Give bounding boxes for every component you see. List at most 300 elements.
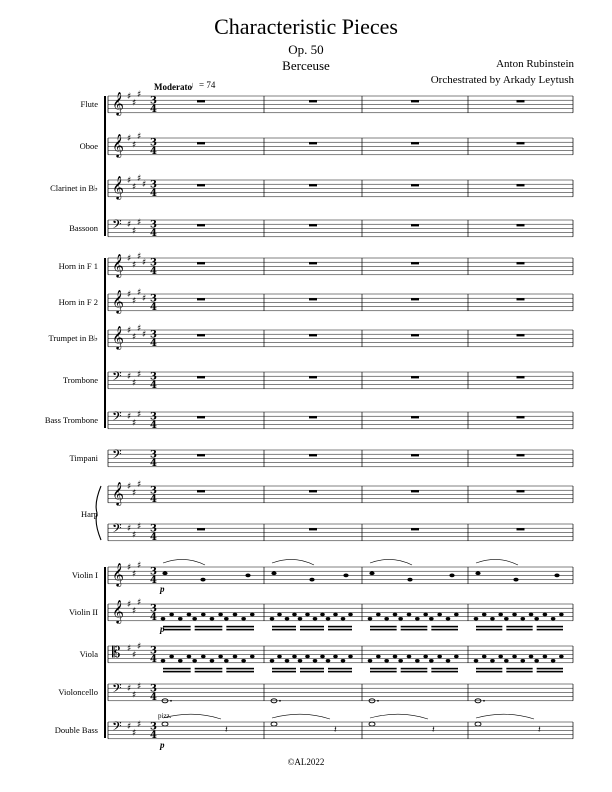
note-head	[407, 613, 412, 616]
beam	[272, 668, 296, 670]
note-head	[224, 659, 229, 662]
time-signature-denominator: 4	[150, 730, 157, 741]
sharp-icon: ♯	[132, 378, 137, 389]
note-head	[169, 613, 174, 616]
time-signature-denominator: 4	[150, 494, 157, 505]
time-signature-denominator: 4	[150, 338, 157, 349]
note-head	[490, 659, 495, 662]
note-head	[437, 613, 442, 616]
staff-violin-i	[108, 559, 573, 587]
whole-rest	[309, 528, 317, 530]
note-head	[298, 617, 303, 620]
beam	[272, 626, 296, 628]
sharp-icon: ♯	[132, 606, 137, 617]
time-signature-denominator: 4	[150, 692, 157, 703]
whole-rest	[411, 334, 419, 336]
time-signature-numerator: 3	[150, 683, 157, 695]
note-head	[348, 655, 353, 658]
whole-rest	[197, 142, 205, 144]
whole-rest	[517, 224, 525, 226]
slur	[272, 559, 314, 565]
note-head	[398, 659, 403, 662]
sharp-icon: ♯	[127, 254, 132, 264]
bass-clef-icon: 𝄢	[112, 369, 122, 387]
beam	[370, 668, 397, 670]
time-signature-numerator: 3	[150, 603, 157, 615]
sharp-icon: ♯	[142, 180, 147, 191]
note-head	[333, 613, 338, 616]
note-head	[313, 617, 318, 620]
note-head	[554, 574, 559, 578]
beam	[300, 626, 324, 628]
note-head	[475, 571, 480, 575]
whole-rest	[517, 262, 525, 264]
note-head	[543, 655, 548, 658]
note-head	[305, 655, 310, 658]
note-head	[292, 655, 297, 658]
beam	[328, 626, 352, 628]
note-head	[415, 617, 420, 620]
note-head	[277, 655, 282, 658]
time-signature-numerator: 3	[150, 645, 157, 657]
sharp-icon: ♯	[137, 720, 142, 731]
note-head	[504, 617, 509, 620]
note-head	[534, 659, 539, 662]
note-head	[224, 617, 229, 620]
slur	[370, 559, 412, 565]
sharp-icon: ♯	[132, 488, 137, 499]
note-head	[305, 613, 310, 616]
note-head	[210, 617, 215, 620]
staff-trumpet-in-b-	[108, 324, 573, 350]
beam	[370, 671, 397, 673]
note-head	[233, 655, 238, 658]
instrument-label: Bassoon	[69, 223, 98, 233]
beam	[370, 629, 397, 631]
time-signature-numerator: 3	[150, 566, 157, 578]
note-head	[343, 574, 348, 578]
augmentation-dot	[483, 700, 485, 702]
note-head	[369, 571, 374, 575]
whole-rest	[309, 184, 317, 186]
note-head	[423, 613, 428, 616]
time-signature-numerator: 3	[150, 721, 157, 733]
note-head	[187, 613, 192, 616]
beam	[272, 629, 296, 631]
beam	[328, 668, 352, 670]
sharp-icon: ♯	[132, 569, 137, 580]
half-note-head	[369, 722, 375, 726]
staff-bassoon	[108, 217, 573, 239]
sharp-icon: ♯	[142, 330, 147, 341]
staff-flute	[108, 90, 573, 116]
note-head	[454, 655, 459, 658]
beam	[300, 629, 324, 631]
whole-rest	[411, 490, 419, 492]
staff-harp	[108, 480, 573, 506]
sharp-icon: ♯	[132, 140, 137, 151]
sharp-icon: ♯	[142, 294, 147, 305]
note-head	[490, 617, 495, 620]
note-head	[474, 617, 479, 620]
beam	[537, 629, 563, 631]
beam	[226, 668, 254, 670]
beam	[401, 668, 428, 670]
whole-rest	[309, 224, 317, 226]
sharp-icon: ♯	[137, 370, 142, 381]
note-head	[326, 659, 331, 662]
whole-rest	[309, 100, 317, 102]
quarter-rest-icon: 𝄽	[334, 725, 337, 736]
instrument-label: Bass Trombone	[44, 415, 98, 425]
sharp-icon: ♯	[127, 134, 132, 144]
note-head	[320, 655, 325, 658]
sharp-icon: ♯	[137, 410, 142, 421]
time-signature-denominator: 4	[150, 420, 157, 431]
beam	[537, 626, 563, 628]
sharp-icon: ♯	[127, 684, 132, 695]
whole-rest	[197, 298, 205, 300]
note-head	[241, 659, 246, 662]
quarter-rest-icon: 𝄽	[225, 725, 228, 736]
beam	[300, 668, 324, 670]
note-head	[529, 613, 534, 616]
treble-clef-icon: 𝄞	[112, 253, 124, 277]
beam	[506, 668, 532, 670]
instrument-label: Oboe	[79, 141, 98, 151]
tie	[370, 714, 428, 719]
treble-clef-icon: 𝄞	[112, 175, 124, 199]
copyright-footer: ©AL2022	[287, 757, 325, 767]
whole-rest	[309, 376, 317, 378]
time-signature-denominator: 4	[150, 104, 157, 115]
treble-clef-icon: 𝄞	[112, 91, 124, 115]
beam	[163, 626, 191, 628]
whole-rest	[411, 184, 419, 186]
tie	[476, 714, 534, 719]
sharp-icon: ♯	[137, 479, 142, 490]
note-head	[161, 659, 166, 662]
bass-clef-icon: 𝄢	[112, 447, 122, 465]
sharp-icon: ♯	[127, 412, 132, 423]
sharp-icon: ♯	[127, 524, 132, 535]
note-head	[446, 659, 451, 662]
note-head	[161, 617, 166, 620]
sharp-icon: ♯	[127, 722, 132, 733]
note-head	[169, 655, 174, 658]
staff-horn-in-f-1	[108, 252, 573, 278]
note-head	[277, 613, 282, 616]
note-head	[292, 613, 297, 616]
quarter-rest-icon: 𝄽	[538, 725, 541, 736]
whole-rest	[197, 528, 205, 530]
augmentation-dot	[170, 700, 172, 702]
time-signature-denominator: 4	[150, 458, 157, 469]
time-signature-denominator: 4	[150, 228, 157, 239]
note-head	[551, 659, 556, 662]
time-signature-denominator: 4	[150, 146, 157, 157]
sharp-icon: ♯	[137, 173, 142, 184]
note-head	[320, 613, 325, 616]
beam	[226, 629, 254, 631]
note-head	[437, 655, 442, 658]
time-signature-denominator: 4	[150, 532, 157, 543]
tempo-marking: Moderato	[154, 82, 192, 92]
whole-rest	[309, 454, 317, 456]
note-head	[201, 613, 206, 616]
half-note-head	[162, 722, 168, 726]
beam	[506, 671, 532, 673]
instrument-label: Violin I	[71, 570, 98, 580]
time-signature-numerator: 3	[150, 411, 157, 423]
whole-rest	[517, 184, 525, 186]
whole-rest	[411, 454, 419, 456]
note-head	[210, 659, 215, 662]
staff-oboe	[108, 132, 573, 158]
dynamic-violin-1: p	[160, 584, 165, 594]
sharp-icon: ♯	[137, 642, 142, 652]
treble-clef-icon: 𝄞	[112, 599, 124, 623]
beam	[506, 626, 532, 628]
note-head	[309, 578, 314, 582]
metronome-value: = 74	[199, 80, 216, 90]
note-head	[326, 617, 331, 620]
beam	[401, 671, 428, 673]
note-head	[250, 655, 255, 658]
sharp-icon: ♯	[132, 690, 137, 701]
staff-trombone	[108, 369, 573, 391]
whole-rest	[517, 142, 525, 144]
note-head	[474, 659, 479, 662]
note-head	[529, 655, 534, 658]
half-note-head	[271, 722, 277, 726]
whole-rest	[309, 416, 317, 418]
treble-clef-icon: 𝄞	[112, 289, 124, 313]
note-head	[376, 655, 381, 658]
time-signature-denominator: 4	[150, 188, 157, 199]
bass-clef-icon: 𝄢	[112, 217, 122, 235]
sharp-icon: ♯	[137, 522, 142, 533]
treble-clef-icon: 𝄞	[112, 133, 124, 157]
beam	[476, 668, 502, 670]
staff-violoncello	[108, 681, 573, 703]
time-signature-numerator: 3	[150, 137, 157, 149]
sharp-icon: ♯	[132, 182, 137, 193]
note-head	[520, 617, 525, 620]
beam	[195, 668, 223, 670]
note-head	[504, 659, 509, 662]
beam	[328, 629, 352, 631]
whole-rest	[411, 416, 419, 418]
note-head	[423, 655, 428, 658]
bracket-strings	[104, 567, 106, 738]
note-head	[270, 617, 275, 620]
note-head	[200, 578, 205, 582]
note-head	[559, 613, 564, 616]
whole-rest	[197, 262, 205, 264]
half-note-head	[475, 722, 481, 726]
staff-bass-trombone	[108, 409, 573, 431]
whole-rest	[197, 490, 205, 492]
note-head	[368, 617, 373, 620]
time-signature-denominator: 4	[150, 380, 157, 391]
whole-rest	[197, 100, 205, 102]
whole-rest	[517, 490, 525, 492]
sharp-icon: ♯	[137, 89, 142, 100]
time-signature-numerator: 3	[150, 371, 157, 383]
whole-rest	[517, 376, 525, 378]
treble-clef-icon: 𝄞	[112, 325, 124, 349]
whole-rest	[411, 376, 419, 378]
note-head	[368, 659, 373, 662]
note-head	[407, 655, 412, 658]
note-head	[270, 659, 275, 662]
harp-brace	[96, 486, 101, 540]
instrument-label: Double Bass	[54, 725, 98, 735]
sharp-icon: ♯	[127, 290, 132, 300]
sharp-icon: ♯	[132, 418, 137, 429]
note-head	[348, 613, 353, 616]
note-head	[498, 655, 503, 658]
note-head	[271, 571, 276, 575]
note-head	[454, 613, 459, 616]
note-head	[482, 613, 487, 616]
whole-rest	[309, 262, 317, 264]
whole-rest	[309, 334, 317, 336]
time-signature-numerator: 3	[150, 449, 157, 461]
beam	[431, 671, 458, 673]
whole-rest	[517, 416, 525, 418]
time-signature-denominator: 4	[150, 575, 157, 586]
whole-rest	[517, 454, 525, 456]
beam	[163, 668, 191, 670]
note-head	[393, 655, 398, 658]
beam	[226, 671, 254, 673]
time-signature-numerator: 3	[150, 485, 157, 497]
beam	[537, 671, 563, 673]
beam	[300, 671, 324, 673]
time-signature-numerator: 3	[150, 179, 157, 191]
beam	[195, 629, 223, 631]
staff-viola	[108, 642, 573, 672]
instrument-label: Violoncello	[58, 687, 98, 697]
note-head	[250, 613, 255, 616]
note-head	[187, 655, 192, 658]
time-signature-denominator: 4	[150, 266, 157, 277]
beam	[163, 671, 191, 673]
note-head	[241, 617, 246, 620]
whole-rest	[517, 298, 525, 300]
instrument-label: Trombone	[62, 375, 98, 385]
instrument-label: Harp	[81, 509, 98, 519]
note-head	[543, 613, 548, 616]
beam	[476, 629, 502, 631]
time-signature-denominator: 4	[150, 612, 157, 623]
whole-rest	[309, 142, 317, 144]
whole-rest	[197, 416, 205, 418]
instrument-label: Horn in F 2	[58, 297, 98, 307]
whole-rest	[517, 100, 525, 102]
sharp-icon: ♯	[127, 644, 132, 655]
score-title: Characteristic Pieces	[214, 14, 398, 39]
time-signature-numerator: 3	[150, 95, 157, 107]
note-head	[245, 574, 250, 578]
beam	[401, 626, 428, 628]
quarter-note-icon: ♩	[190, 80, 199, 90]
whole-rest	[197, 224, 205, 226]
sharp-icon: ♯	[127, 220, 132, 231]
note-head	[520, 659, 525, 662]
note-head	[512, 613, 517, 616]
note-head	[559, 655, 564, 658]
beam	[431, 629, 458, 631]
sharp-icon: ♯	[127, 600, 132, 610]
dynamic-violin-2: p	[160, 624, 165, 634]
note-head	[513, 578, 518, 582]
beam	[476, 626, 502, 628]
time-signature-denominator: 4	[150, 654, 157, 665]
beam	[328, 671, 352, 673]
note-head	[285, 659, 290, 662]
treble-clef-icon: 𝄞	[112, 562, 124, 586]
beam	[226, 626, 254, 628]
time-signature-denominator: 4	[150, 302, 157, 313]
beam	[195, 626, 223, 628]
whole-rest	[411, 528, 419, 530]
note-head	[551, 617, 556, 620]
augmentation-dot	[279, 700, 281, 702]
sharp-icon: ♯	[127, 326, 132, 336]
bracket-brass	[104, 258, 106, 428]
instrument-label: Flute	[80, 99, 98, 109]
tie	[163, 714, 221, 719]
note-head	[415, 659, 420, 662]
augmentation-dot	[377, 700, 379, 702]
whole-rest	[411, 262, 419, 264]
composer-name: Anton Rubinstein	[496, 58, 574, 70]
sharp-icon: ♯	[132, 332, 137, 343]
note-head	[201, 655, 206, 658]
slur	[163, 559, 205, 565]
whole-rest	[309, 490, 317, 492]
note-head	[192, 659, 197, 662]
beam	[476, 671, 502, 673]
whole-rest	[517, 528, 525, 530]
note-head	[398, 617, 403, 620]
sharp-icon: ♯	[137, 560, 142, 571]
sharp-icon: ♯	[127, 563, 132, 573]
bass-clef-icon: 𝄢	[112, 409, 122, 427]
alto-clef-icon: 𝄡	[112, 643, 121, 661]
instrument-label: Timpani	[69, 453, 98, 463]
bass-clef-icon: 𝄢	[112, 681, 122, 699]
staff-horn-in-f-2	[108, 288, 573, 314]
note-head	[446, 617, 451, 620]
sharp-icon: ♯	[137, 131, 142, 142]
note-head	[178, 659, 183, 662]
beam	[537, 668, 563, 670]
note-head	[498, 613, 503, 616]
note-head	[384, 659, 389, 662]
note-head	[534, 617, 539, 620]
staff-harp-lower	[108, 521, 573, 543]
time-signature-numerator: 3	[150, 329, 157, 341]
note-head	[384, 617, 389, 620]
time-signature-numerator: 3	[150, 219, 157, 231]
whole-rest	[197, 454, 205, 456]
whole-rest	[411, 224, 419, 226]
sharp-icon: ♯	[132, 530, 137, 541]
